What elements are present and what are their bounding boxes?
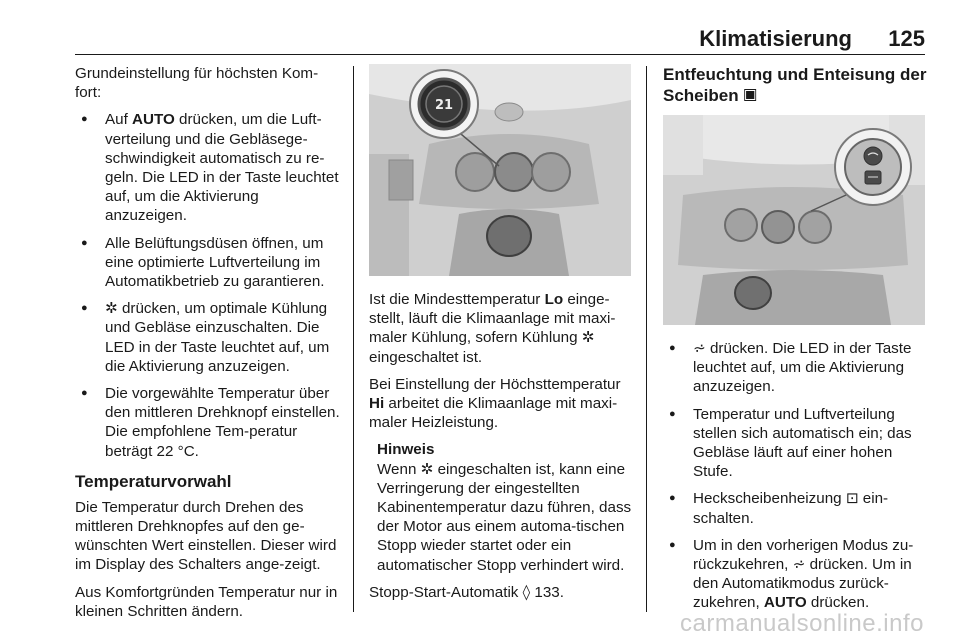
page-ref-arrow-icon: ◊ (522, 582, 531, 601)
column-divider (353, 66, 354, 612)
windscreen-defrost-icon: ⩫ (792, 555, 806, 574)
paragraph: Die Temperatur durch Drehen des mittleren Drehknopfes auf den ge-wünschten Wert einstellen. Dieser wird im Display des Schalters ange-zeigt. (75, 498, 337, 574)
list-item: ● ⩫ drücken. Die LED in der Taste leuchtet auf, um die Aktivierung anzuzeigen. (663, 339, 927, 397)
rear-window-heating-icon: ⊡ (845, 489, 859, 508)
defrost-button-photo (663, 115, 925, 325)
section-heading: Entfeuchtung und Enteisung der Scheiben 🞕 (663, 65, 927, 106)
middle-column (369, 64, 633, 610)
dial-closeup-photo (369, 64, 631, 276)
auto-label: AUTO (132, 111, 175, 129)
cooling-icon: ✲ (581, 328, 595, 347)
cooling-icon: ✲ (420, 459, 434, 478)
header-rule (75, 54, 925, 55)
hint-title: Hinweis (377, 441, 435, 459)
column-divider (646, 66, 647, 612)
section-heading: Temperaturvorwahl (75, 471, 232, 491)
cross-reference: Stopp-Start-Automatik ◊ 133. (369, 582, 564, 601)
hint-text: Wenn ✲ eingeschalten ist, kann eine Verringerung der eingestellten Kabinentemperatur dazu führen, dass der Motor aus einem automa-tischen Stopp wieder startet oder ein automatischer Stopp verhindert wird. (377, 459, 632, 574)
right-column (663, 64, 927, 621)
list-item: ● Heckscheibenheizung ⊡ ein-schalten. (663, 489, 927, 527)
bullet-list (663, 339, 927, 613)
page-header (0, 0, 960, 56)
windscreen-defrost-icon: 🞕 (743, 86, 757, 106)
windscreen-defrost-icon: ⩫ (693, 339, 706, 357)
dial-display-value: 21 (434, 98, 454, 113)
list-item: ● Die vorgewählte Temperatur über den mittleren Drehknopf einstellen. Die empfohlene Tem-peratur beträgt 22 °C. (75, 384, 341, 461)
bullet-list (75, 110, 341, 460)
list-item: ● Temperatur und Luftverteilung stellen sich automatisch ein; das Gebläse läuft auf einer hohen Stufe. (663, 405, 927, 482)
cooling-icon: ✲ (105, 299, 118, 318)
list-item: ● Auf AUTO drücken, um die Luft-verteilung und die Gebläsege-schwindigkeit automatisch zu re-geln. Die LED in der Taste leuchtet auf, um die Aktivierung anzuzeigen. (75, 110, 341, 225)
intro-text: Grundeinstellung für höchsten Kom-fort: (75, 65, 319, 102)
hint-box (377, 440, 633, 574)
paragraph: Bei Einstellung der Höchsttemperatur Hi arbeitet die Klimaanlage mit maxi-maler Heizleistung. (369, 375, 621, 432)
list-item: ● Um in den vorherigen Modus zu-rückzukehren, ⩫ drücken. Um in den Automatikmodus zurück-zukehren, AUTO drücken. (663, 536, 927, 613)
paragraph: Ist die Mindesttemperatur Lo einge-stellt, läuft die Klimaanlage mit maxi-maler Kühlung, sofern Kühlung ✲ eingeschaltet ist. (369, 291, 616, 366)
list-item: ● Alle Belüftungsdüsen öffnen, um eine optimierte Luftverteilung im Automatikbetrieb zu garantieren. (75, 234, 341, 292)
auto-label: AUTO (763, 594, 807, 612)
left-column (75, 64, 341, 629)
watermark: carmanualsonline.info (680, 610, 924, 637)
paragraph: Aus Komfortgründen Temperatur nur in kleinen Schritten ändern. (75, 583, 338, 620)
list-item: ● ✲ drücken, um optimale Kühlung und Gebläse einzuschalten. Die LED in der Taste leuchtet auf, um die Aktivierung anzuzeigen. (75, 299, 341, 376)
chapter-title: Klimatisierung (699, 26, 852, 51)
page-number: 125 (888, 26, 925, 51)
